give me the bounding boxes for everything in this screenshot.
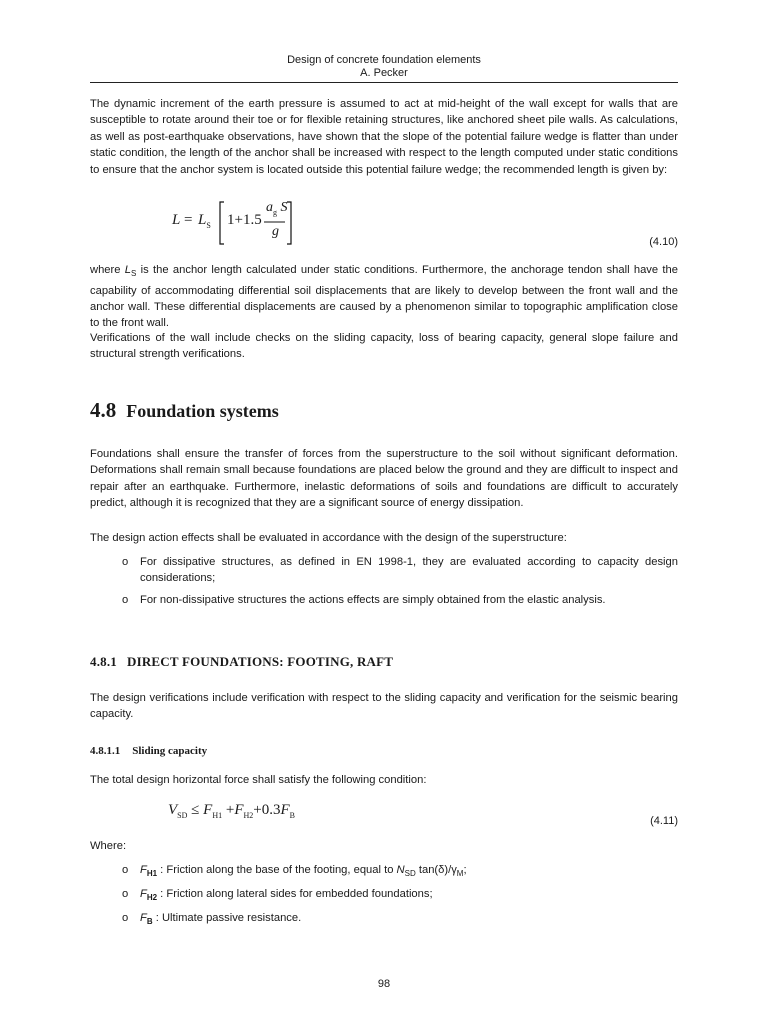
section-heading-4-8-1: 4.8.1 DIRECT FOUNDATIONS: FOOTING, RAFT — [90, 654, 394, 669]
list-item: o For non-dissipative structures the actions effects are simply obtained from the elastic analysis. — [122, 594, 606, 606]
list-item: o $F_B$ : Ultimate passive resistance. — [122, 912, 302, 927]
list-item: o $F_{H2}$ : Friction along lateral sides for embedded foundations; — [122, 888, 433, 903]
running-header-author: A. Pecker — [360, 67, 408, 79]
header-rule — [90, 82, 678, 83]
equation-4-10: L = $L_S$ 1+1.5 $a_g$ S g — [172, 200, 312, 248]
paragraph-anchor-length: where $L_S$ is the anchor length calculated under static conditions. Furthermore, the anchorage tendon shall have the capability of accommodating differential soil displacements that are likely to develop between the front wall and the anchor wall. These differential displacements are caused by a phenomenon similar to topographic amplification close to the front wall. — [90, 264, 678, 330]
paragraph-total-force: The total design horizontal force shall satisfy the following condition: — [90, 774, 427, 786]
paragraph-dynamic-increment: The dynamic increment of the earth pressure is assumed to act at mid-height of the wall except for walls that are susceptible to rotate around their toe or for flexible retaining structures, like anchored sheet pile walls. As calculations, as well as post-earthquake observations, have shown that the slope of the potential failure wedge is flatter than under static condition, the length of the anchor shall be increased with respect to the length computed under static conditions to ensure that the anchor system is located outside this potential failure wedge; the recommended length is given by: — [90, 98, 678, 176]
paragraph-foundations: Foundations shall ensure the transfer of forces from the superstructure to the soil without significant deformation. Deformations shall remain small because foundations are placed below the ground and they are difficult to inspect and repair after an earthquake. Furthermore, inelastic deformations of soils and foundations are difficult to accurately predict, although it is recognized that they are a significant source of energy dissipation. — [90, 448, 678, 510]
paragraph-design-verifications: The design verifications include verification with respect to the sliding capacity and verification for the seismic bearing capacity. — [90, 692, 678, 721]
paragraph-where: Where: — [90, 840, 127, 852]
running-header-title: Design of concrete foundation elements — [287, 54, 481, 66]
equation-number-4-10: (4.10) — [649, 236, 678, 248]
list-item: o For dissipative structures, as defined in EN 1998-1, they are evaluated according to capacity design considerations; — [122, 556, 678, 585]
paragraph-design-action: The design action effects shall be evaluated in accordance with the design of the superstructure: — [90, 532, 567, 544]
page-number: 98 — [377, 978, 391, 990]
paragraph-verifications: Verifications of the wall include checks on the sliding capacity, loss of bearing capacity, general slope failure and structural strength verifications. — [90, 332, 678, 361]
equation-4-11: $V_{SD} \le F_{H1} +F_{H2}+0.3F_B$ — [168, 802, 295, 820]
section-heading-4-8-1-1: 4.8.1.1 Sliding capacity — [90, 745, 208, 757]
equation-number-4-11: (4.11) — [650, 815, 678, 827]
list-item: o $F_{H1}$ : Friction along the base of the footing, equal to $N_{SD}$ $\tan(\delta)/\gamma_M$; — [122, 864, 467, 879]
section-heading-4-8: 4.8 Foundation systems — [90, 398, 279, 422]
